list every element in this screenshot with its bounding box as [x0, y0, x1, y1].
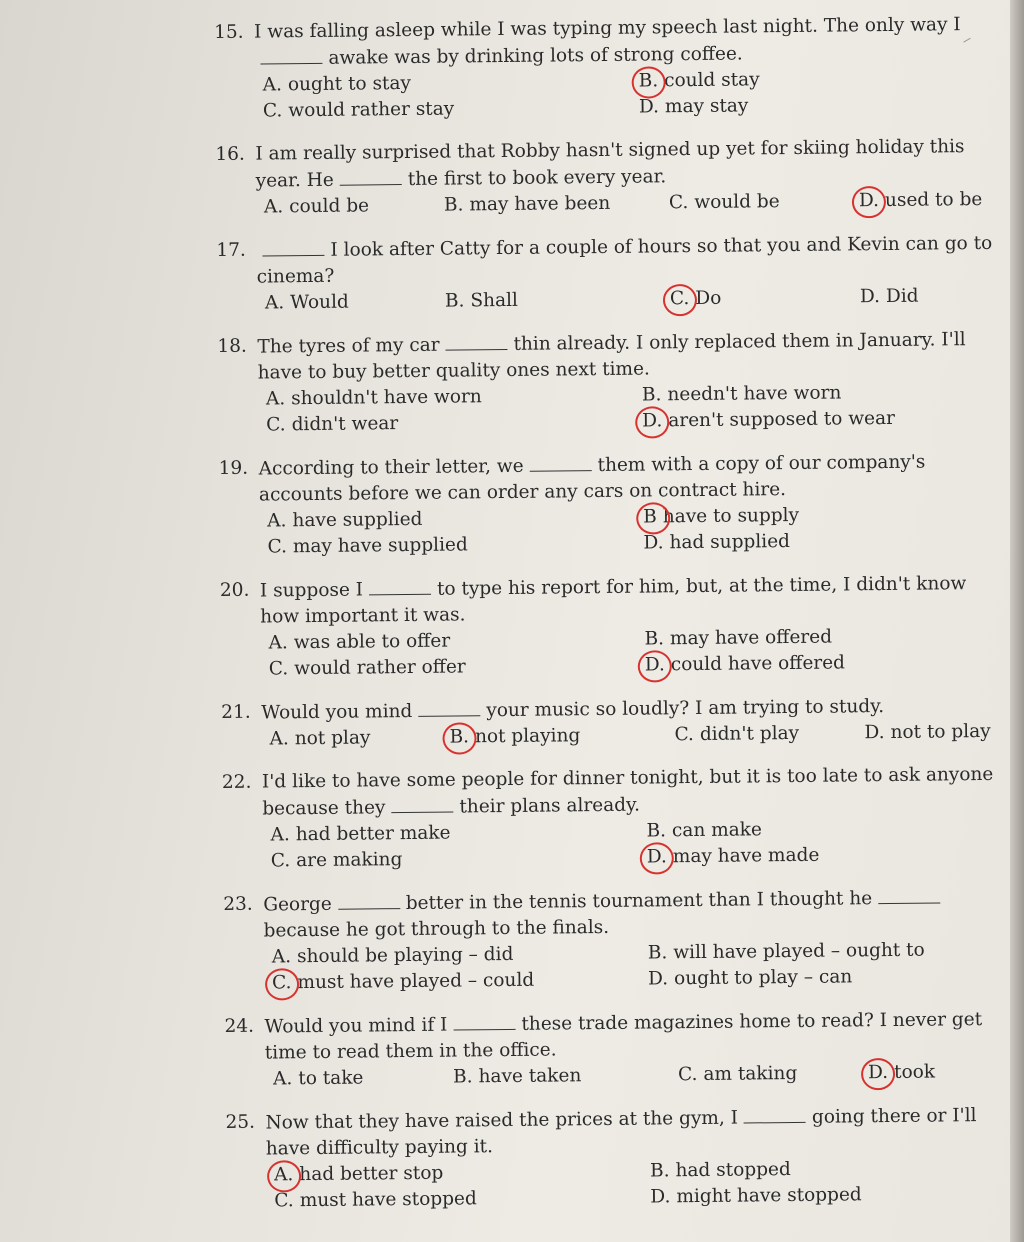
- option-letter: [647, 844, 667, 870]
- option-letter-text: B.: [649, 1160, 670, 1182]
- option-letter-text: A.: [264, 292, 285, 314]
- question-number: 22.: [221, 771, 252, 793]
- option-c: [670, 284, 850, 312]
- option-letter-text: B.: [452, 1066, 473, 1088]
- option-text: should be playing – did: [296, 943, 514, 968]
- options: [274, 1155, 1017, 1215]
- option-b: [642, 379, 1008, 409]
- option-text: Shall: [470, 289, 518, 312]
- question-number: 25.: [225, 1111, 256, 1133]
- option-letter-text: C.: [674, 724, 695, 746]
- option-d: [650, 1181, 1016, 1211]
- answer-blank: [529, 452, 591, 472]
- question-4: [219, 448, 1010, 561]
- options: [268, 623, 1011, 683]
- option-letter: [269, 656, 289, 682]
- option-text: Did: [885, 285, 919, 307]
- option-c: [678, 1060, 858, 1088]
- option-letter: [267, 508, 287, 534]
- option-d: [860, 283, 1007, 311]
- question-text: [255, 134, 1006, 195]
- option-text: may have offered: [669, 626, 833, 650]
- answer-blank: [391, 794, 453, 814]
- option-letter-text: C.: [669, 288, 690, 310]
- option-text: aren't supposed to wear: [668, 407, 896, 432]
- question-text-mid: better in the tennis tournament than I thought he: [405, 888, 873, 915]
- option-letter: [263, 98, 283, 124]
- option-letter: [645, 652, 665, 678]
- option-a: [272, 941, 638, 971]
- option-letter: [860, 284, 880, 310]
- option-letter: [670, 286, 690, 312]
- option-text: may have supplied: [292, 534, 468, 558]
- question-text-pre: George: [263, 893, 332, 916]
- option-letter: [444, 192, 464, 218]
- option-letter-text: D.: [859, 286, 881, 308]
- option-text: not playing: [474, 725, 581, 748]
- question-text-pre: I suppose I: [259, 579, 364, 602]
- option-letter: [268, 630, 288, 656]
- question-7: [222, 762, 1013, 875]
- question-stem: [220, 570, 1011, 631]
- question-text: [256, 230, 1007, 291]
- option-text: could stay: [664, 69, 760, 92]
- answer-blank: [418, 697, 480, 717]
- question-number: 24.: [224, 1015, 255, 1037]
- option-letter: [272, 970, 292, 996]
- option-letter: [648, 966, 668, 992]
- option-letter: [646, 818, 666, 844]
- question-text-pre: I'd like to have some people for dinner tonight, but it is too late to ask anyone because they: [261, 763, 994, 820]
- option-d: [642, 405, 1008, 435]
- option-letter: [269, 726, 289, 752]
- option-text: had better make: [295, 822, 451, 846]
- option-c: [263, 95, 629, 125]
- question-text-post: because he got through to the finals.: [263, 916, 610, 942]
- option-b: [644, 623, 1010, 653]
- question-text-post: awake was by drinking lots of strong coffee.: [328, 43, 743, 69]
- option-text: may have made: [672, 844, 820, 868]
- option-d: [647, 841, 1013, 871]
- option-b: [449, 722, 664, 750]
- option-letter-text: B.: [444, 290, 465, 312]
- question-text-pre: I was falling asleep while I was typing my speech last night. The only way I: [254, 14, 961, 43]
- option-letter: [267, 534, 287, 560]
- question-number: 18.: [217, 335, 247, 357]
- option-letter-text: A.: [268, 632, 288, 654]
- option-letter-text: B: [643, 506, 657, 528]
- question-stem: [217, 326, 1008, 387]
- option-c: [266, 409, 632, 439]
- question-text-pre: Now that they have raised the prices at the gym, I: [265, 1107, 739, 1134]
- option-letter: [644, 626, 664, 652]
- option-letter-text: A.: [263, 196, 284, 218]
- option-a: [266, 383, 632, 413]
- option-letter-text: C.: [262, 100, 283, 122]
- option-letter: [274, 1162, 294, 1188]
- options: [263, 65, 1006, 125]
- question-text: [260, 570, 1011, 631]
- option-letter: [453, 1064, 473, 1090]
- option-letter: [274, 1188, 294, 1214]
- question-text: [263, 884, 1014, 945]
- option-letter-text: D.: [646, 846, 667, 868]
- option-c: [272, 967, 638, 997]
- question-stem: [222, 762, 1013, 823]
- answer-blank: [340, 166, 402, 186]
- option-letter-text: B.: [638, 70, 659, 92]
- question-text-post: your music so loudly? I am trying to study.: [486, 696, 885, 722]
- option-text: may have been: [469, 192, 611, 216]
- answer-blank: [260, 45, 322, 65]
- question-text-pre: Would you mind: [261, 700, 413, 724]
- option-d: [643, 527, 1009, 557]
- option-text: not play: [294, 727, 371, 750]
- question-stem: [225, 1102, 1016, 1163]
- option-a: [265, 289, 435, 317]
- option-letter: [270, 822, 290, 848]
- option-letter-text: A.: [271, 946, 292, 968]
- option-text: could have offered: [670, 652, 846, 676]
- option-letter-text: A.: [265, 388, 286, 410]
- option-text: are making: [296, 849, 403, 872]
- option-b: [453, 1062, 668, 1090]
- option-letter: [272, 944, 292, 970]
- option-text: needn't have worn: [667, 382, 842, 406]
- question-text: [259, 448, 1010, 509]
- option-text: had supplied: [669, 530, 791, 554]
- option-text: would rather stay: [288, 98, 455, 122]
- option-c: [674, 720, 854, 748]
- question-text-post: these trade magazines home to read? I never get time to read them in the office.: [264, 1009, 983, 1064]
- option-letter-text: C.: [268, 658, 289, 680]
- question-number: 21.: [221, 701, 251, 723]
- option-letter: [265, 290, 285, 316]
- question-stem: [214, 12, 1005, 73]
- question-number: 23.: [223, 893, 253, 915]
- option-letter: [263, 72, 283, 98]
- option-letter-text: B.: [443, 194, 464, 216]
- option-letter-text: C.: [270, 850, 291, 872]
- option-letter: [650, 1158, 670, 1184]
- question-1: [215, 134, 1006, 221]
- option-letter: [643, 530, 663, 556]
- option-letter-text: B.: [644, 628, 665, 650]
- question-number: 17.: [216, 239, 246, 261]
- option-text: to take: [298, 1067, 364, 1090]
- option-letter: [449, 724, 469, 750]
- option-letter-text: A.: [270, 824, 290, 846]
- options: [270, 815, 1013, 875]
- option-letter-text: B.: [646, 820, 667, 842]
- option-d: [639, 91, 1005, 121]
- option-letter: [868, 1060, 888, 1086]
- option-text: have taken: [478, 1065, 582, 1088]
- option-text: have supplied: [292, 508, 423, 532]
- question-stem: [219, 448, 1010, 509]
- option-c: [669, 188, 849, 216]
- option-text: had stopped: [675, 1159, 791, 1182]
- option-text: shouldn't have worn: [291, 386, 482, 410]
- option-letter-text: B.: [647, 942, 668, 964]
- option-letter-text: C.: [266, 414, 286, 436]
- option-text: have to supply: [662, 504, 800, 528]
- answer-blank: [262, 237, 324, 257]
- option-b: [643, 501, 1009, 531]
- answer-blank: [878, 884, 940, 904]
- question-text-post: to type his report for him, but, at the time, I didn't know how important it was.: [260, 573, 967, 628]
- question-8: [223, 884, 1014, 997]
- option-c: [267, 531, 633, 561]
- option-b: [646, 815, 1012, 845]
- answer-blank: [445, 331, 507, 351]
- option-a: [273, 1065, 443, 1093]
- question-text-pre: According to their letter, we: [258, 455, 524, 480]
- question-2: [216, 230, 1007, 317]
- question-10: [225, 1102, 1016, 1215]
- option-letter: [264, 194, 284, 220]
- question-text-post: the first to book every year.: [407, 166, 667, 190]
- option-text: Do: [695, 287, 722, 309]
- option-c: [274, 1185, 640, 1215]
- option-text: may stay: [664, 95, 749, 118]
- answer-blank: [744, 1104, 806, 1124]
- option-a: [267, 505, 633, 535]
- option-c: [269, 653, 635, 683]
- option-letter-text: C.: [274, 1190, 294, 1212]
- option-b: [650, 1155, 1016, 1185]
- option-letter-text: C.: [267, 536, 288, 558]
- option-text: can make: [671, 819, 763, 842]
- question-stem: [216, 230, 1007, 291]
- option-letter: [445, 288, 465, 314]
- option-b: [648, 937, 1014, 967]
- option-letter: [266, 386, 286, 412]
- option-b: [639, 65, 1005, 95]
- option-letter-text: A.: [267, 510, 287, 532]
- option-text: Would: [290, 291, 349, 314]
- question-text: [257, 326, 1008, 387]
- option-letter: [643, 504, 657, 530]
- option-letter: [859, 188, 879, 214]
- option-text: didn't play: [699, 722, 800, 745]
- question-6: [221, 692, 1012, 753]
- option-d: [648, 963, 1014, 993]
- question-9: [224, 1006, 1015, 1093]
- option-letter-text: C.: [668, 192, 689, 214]
- option-letter-text: C.: [271, 972, 292, 994]
- question-text-pre: Would you mind if I: [264, 1014, 448, 1038]
- question-3: [217, 326, 1008, 439]
- option-a: [268, 627, 634, 657]
- option-letter-text: C.: [677, 1063, 698, 1086]
- option-letter: [266, 412, 286, 438]
- option-d: [859, 187, 1006, 215]
- option-letter: [642, 408, 662, 434]
- worksheet: [214, 12, 1017, 1232]
- option-text: took: [894, 1061, 936, 1083]
- option-text: ought to stay: [287, 72, 412, 96]
- option-d: [864, 719, 1011, 747]
- option-text: am taking: [703, 1062, 798, 1085]
- option-letter-text: A.: [262, 74, 283, 96]
- option-b: [445, 286, 660, 314]
- question-text: [264, 1006, 1015, 1067]
- option-letter-text: D.: [643, 532, 664, 554]
- option-a: [269, 725, 439, 753]
- options: [266, 379, 1009, 439]
- option-letter-text: A.: [272, 1068, 293, 1090]
- question-text-post: I look after Catty for a couple of hours so that you and Kevin can go to cinema?: [256, 232, 993, 288]
- option-text: not to play: [890, 720, 991, 743]
- option-text: would be: [694, 191, 780, 213]
- option-text: ought to play – can: [674, 966, 853, 990]
- question-text-pre: The tyres of my car: [257, 334, 440, 358]
- option-letter-text: D.: [638, 96, 660, 118]
- option-letter-text: D.: [644, 654, 665, 676]
- option-letter-text: D.: [650, 1186, 671, 1208]
- question-number: 15.: [214, 21, 244, 43]
- option-letter-text: D.: [864, 722, 885, 744]
- question-text-post: their plans already.: [459, 794, 641, 818]
- option-d: [868, 1059, 1015, 1087]
- option-a: [263, 69, 629, 99]
- option-a: [270, 819, 636, 849]
- option-a: [274, 1159, 640, 1189]
- question-5: [220, 570, 1011, 683]
- option-text: was able to offer: [293, 630, 451, 654]
- question-stem: [224, 1006, 1015, 1067]
- question-text: [265, 1102, 1016, 1163]
- question-text: [262, 762, 1013, 823]
- option-text: might have stopped: [676, 1184, 862, 1208]
- option-letter: [273, 1066, 293, 1092]
- option-letter-text: D.: [858, 190, 880, 212]
- options: [267, 501, 1010, 561]
- answer-blank: [369, 576, 431, 596]
- option-letter: [669, 190, 689, 216]
- option-letter: [650, 1184, 670, 1210]
- option-letter: [271, 848, 291, 874]
- question-stem: [223, 884, 1014, 945]
- option-letter: [648, 940, 668, 966]
- option-text: will have played – ought to: [673, 939, 925, 964]
- question-text-pre: I am really surprised that Robby hasn't signed up yet for skiing holiday this year. He: [255, 136, 965, 192]
- option-text: had better stop: [299, 1162, 444, 1186]
- question-text-post: going there or I'll have difficulty paying it.: [265, 1105, 977, 1160]
- option-letter-text: B.: [449, 726, 470, 748]
- option-letter-text: A.: [273, 1164, 294, 1186]
- option-text: used to be: [884, 188, 983, 211]
- option-text: could be: [289, 195, 370, 218]
- option-letter: [639, 68, 659, 94]
- option-letter-text: B.: [641, 384, 662, 406]
- option-text: would rather offer: [294, 656, 466, 680]
- question-text-post: thin already. I only replaced them in January. I'll have to buy better quality ones next time.: [257, 329, 966, 384]
- question-number: 20.: [219, 579, 250, 601]
- option-text: didn't wear: [291, 413, 399, 436]
- question-number: 19.: [218, 457, 249, 479]
- option-d: [645, 649, 1011, 679]
- question-0: [214, 12, 1005, 125]
- question-number: 16.: [215, 143, 245, 165]
- option-letter-text: D.: [647, 968, 669, 990]
- question-stem: [215, 134, 1006, 195]
- answer-blank: [453, 1011, 515, 1031]
- option-a: [264, 193, 434, 221]
- options: [272, 937, 1015, 997]
- answer-blank: [338, 890, 400, 910]
- option-letter-text: D.: [867, 1061, 889, 1084]
- option-c: [271, 845, 637, 875]
- option-letter: [678, 1062, 698, 1088]
- option-letter: [639, 94, 659, 120]
- option-letter: [674, 722, 694, 748]
- option-letter: [642, 382, 662, 408]
- option-letter-text: D.: [642, 410, 663, 432]
- option-text: must have stopped: [299, 1188, 477, 1212]
- option-b: [444, 190, 659, 218]
- option-letter: [864, 720, 884, 746]
- question-text-post: them with a copy of our company's accounts before we can order any cars on contract hire.: [258, 451, 926, 506]
- option-letter-text: A.: [269, 728, 289, 750]
- option-text: must have played – could: [297, 969, 535, 994]
- question-text: [254, 12, 1005, 73]
